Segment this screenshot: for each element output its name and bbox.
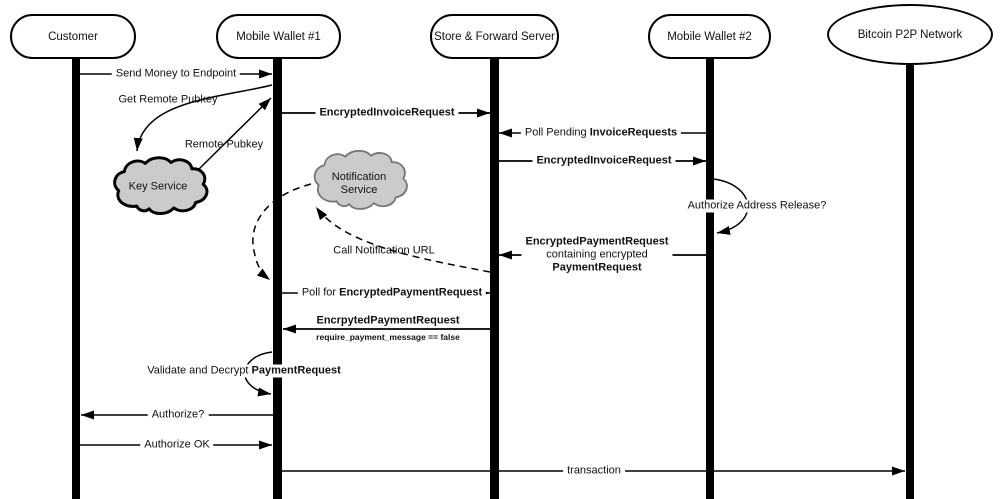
arrow-remote-pubkey: [198, 98, 271, 170]
lifeline-store-forward-server: [490, 58, 499, 499]
msg-send-money: Send Money to Endpoint: [112, 68, 240, 81]
msg-encrypted-payment-request: EncryptedPaymentRequest containing encrypted PaymentRequest: [521, 236, 672, 275]
msg-authorize-q: Authorize?: [148, 409, 209, 422]
lifeline-bitcoin-p2p: [906, 63, 914, 499]
msg-poll-for-payment-request: Poll for EncryptedPaymentRequest: [298, 287, 486, 300]
msg-call-notification-url: Call Notification URL: [333, 244, 435, 257]
msg-encrypted-invoice-request-out: EncryptedInvoiceRequest: [315, 107, 458, 120]
actor-customer-label: Customer: [48, 30, 98, 43]
actor-mobile-wallet-2-label: Mobile Wallet #2: [667, 30, 752, 43]
lifeline-mobile-wallet-2: [706, 58, 714, 499]
msg-transaction: transaction: [563, 465, 625, 478]
msg-require-payment-note: require_payment_message == false: [316, 332, 460, 342]
actor-mobile-wallet-2: [648, 14, 771, 59]
arrow-call-notification-url-dashed: [316, 207, 490, 272]
notification-service-label: Notification Service: [331, 171, 387, 196]
actor-bitcoin-p2p: [827, 4, 993, 65]
msg-encrypted-invoice-request-fwd: EncryptedInvoiceRequest: [532, 155, 675, 168]
msg-encrpyted-payment-request: EncrpytedPaymentRequest: [316, 314, 460, 327]
msg-validate-decrypt: Validate and Decrypt PaymentRequest: [143, 365, 345, 378]
msg-remote-pubkey: Remote Pubkey: [184, 138, 264, 151]
msg-poll-pending: Poll Pending InvoiceRequests: [521, 127, 681, 140]
msg-authorize-address-release: Authorize Address Release?: [684, 200, 831, 213]
lifeline-mobile-wallet-1: [273, 58, 282, 499]
actor-store-forward-server: [430, 14, 559, 59]
msg-get-remote-pubkey: Get Remote Pubkey: [118, 93, 218, 106]
msg-authorize-ok: Authorize OK: [140, 439, 213, 452]
actor-store-forward-server-label: Store & Forward Server: [434, 30, 555, 43]
lifeline-customer: [72, 58, 80, 499]
actor-bitcoin-p2p-label: Bitcoin P2P Network: [857, 28, 963, 41]
actor-mobile-wallet-1: [216, 14, 341, 59]
key-service-label: Key Service: [128, 180, 188, 193]
actor-customer: [10, 14, 136, 59]
actor-mobile-wallet-1-label: Mobile Wallet #1: [236, 30, 321, 43]
